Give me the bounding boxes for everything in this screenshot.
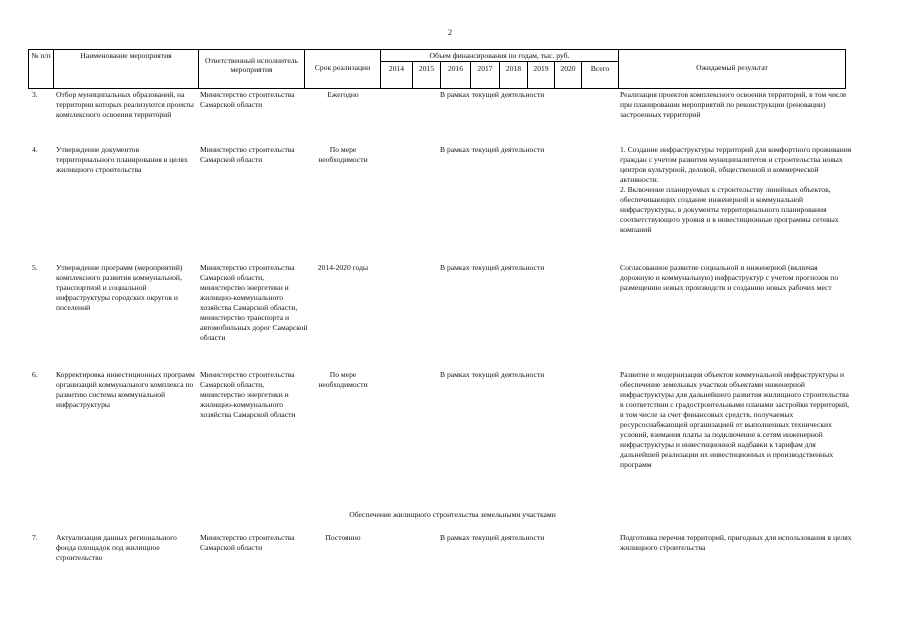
table-header	[28, 49, 846, 89]
row-executor: Министерство строительства Самарской области	[200, 533, 295, 553]
row-funding: В рамках текущей деятельности	[440, 263, 545, 272]
row-result: Согласованное развитие социальной и инженерной (включая дорожную и коммунальную) инфраструктур с учетом прогнозов по размещению новых производств и созданию новых рабочих мест	[620, 263, 839, 293]
row-term: 2014-2020 годы	[317, 263, 369, 272]
header-year-2014: 2014	[388, 64, 405, 73]
row-executor: Министерство строительства Самарской области, министерство энергетики и жилищно-коммунального хозяйства Самарской области, министерство транспорта и автомобильных дорог Самарской области	[200, 263, 308, 343]
row-result: Подготовка перечня территорий, пригодных для использования в целях жилищного строительства	[620, 533, 852, 553]
header-year-2015: 2015	[418, 64, 435, 73]
row-name: Корректировка инвестиционных программ организаций коммунального комплекса по развитию системы коммунальной инфраструктуры	[56, 370, 195, 410]
row-executor: Министерство строительства Самарской области	[200, 90, 295, 110]
row-executor: Министерство строительства Самарской области, министерство энергетики и жилищно-коммунального хозяйства Самарской области	[200, 370, 296, 420]
header-total: Всего	[590, 64, 610, 73]
row-term: По мере необходимости	[318, 370, 368, 390]
header-result: Ожидаемый результат	[696, 63, 768, 72]
row-number: 4.	[32, 145, 38, 154]
header-funding: Объем финансирования по годам, тыс. руб.	[429, 51, 570, 60]
row-number: 3.	[32, 90, 38, 99]
row-term: Ежегодно	[327, 90, 359, 99]
row-funding: В рамках текущей деятельности	[440, 145, 545, 154]
row-name: Отбор муниципальных образований, на территории которых реализуются проекты комплексного освоения территорий	[56, 90, 194, 120]
row-result: 1. Создание инфраструктуры территорий для комфортного проживания граждан с учетом развития муниципалитетов и строительства новых центров культурной, деловой, общественной и коммерческой активности. 2. Включение планируемых к строительству линейных объектов, обеспечивающих создание инженерной и коммунальной инфраструктуры, в документы территориального планирования соответствующего уровня и в инвестиционные программы сетевых компаний	[620, 145, 852, 235]
section-title: Обеспечение жилищного строительства земельными участками	[349, 510, 556, 519]
row-result: Реализация проектов комплексного освоения территорий, в том числе при планировании мероприятий по реконструкции (реновации) застроенных территорий	[620, 90, 847, 120]
header-executor: Ответственный исполнитель мероприятия	[205, 56, 298, 75]
header-year-2018: 2018	[505, 64, 522, 73]
row-term: Постоянно	[325, 533, 361, 542]
header-year-2019: 2019	[533, 64, 549, 73]
row-term: По мере необходимости	[318, 145, 368, 165]
header-year-2020: 2020	[560, 64, 576, 73]
row-number: 6.	[32, 370, 38, 379]
page-number: 2	[448, 28, 452, 37]
row-funding: В рамках текущей деятельности	[440, 533, 545, 542]
header-year-2016: 2016	[447, 64, 464, 73]
row-number: 5.	[32, 263, 38, 272]
header-term: Срок реализации	[314, 63, 371, 72]
row-name: Актуализация данных регионального фонда площадок под жилищное строительство	[56, 533, 177, 563]
row-result: Развитие и модернизация объектов коммунальной инфраструктуры и обеспечение земельных участков объектами инженерной инфраструктуры для дальнейшего развития жилищного строительства в соответствии с градостроительными планами застройки территорий, в том числе за счет финансовых средств, получаемых ресурсоснабжающей организацией от выполненных технических условий, взимания платы за подключение к сетям инженерной инфраструктуры и инвестиционной надбавки к тарифам для дальнейшей реализации их инвестиционных и производственных программ	[620, 370, 850, 470]
row-number: 7.	[32, 533, 38, 542]
row-name: Утверждение документов территориального планирования в целях жилищного строительства	[56, 145, 188, 175]
row-executor: Министерство строительства Самарской области	[200, 145, 295, 165]
row-funding: В рамках текущей деятельности	[440, 90, 545, 99]
header-name: Наименование мероприятия	[80, 51, 172, 60]
row-funding: В рамках текущей деятельности	[440, 370, 545, 379]
row-name: Утверждение программ (мероприятий) комплексного развития коммунальной, транспортной и социальной инфраструктуры городских округов и поселений	[56, 263, 183, 313]
header-num: № п/п	[31, 51, 51, 60]
header-year-2017: 2017	[477, 64, 493, 73]
